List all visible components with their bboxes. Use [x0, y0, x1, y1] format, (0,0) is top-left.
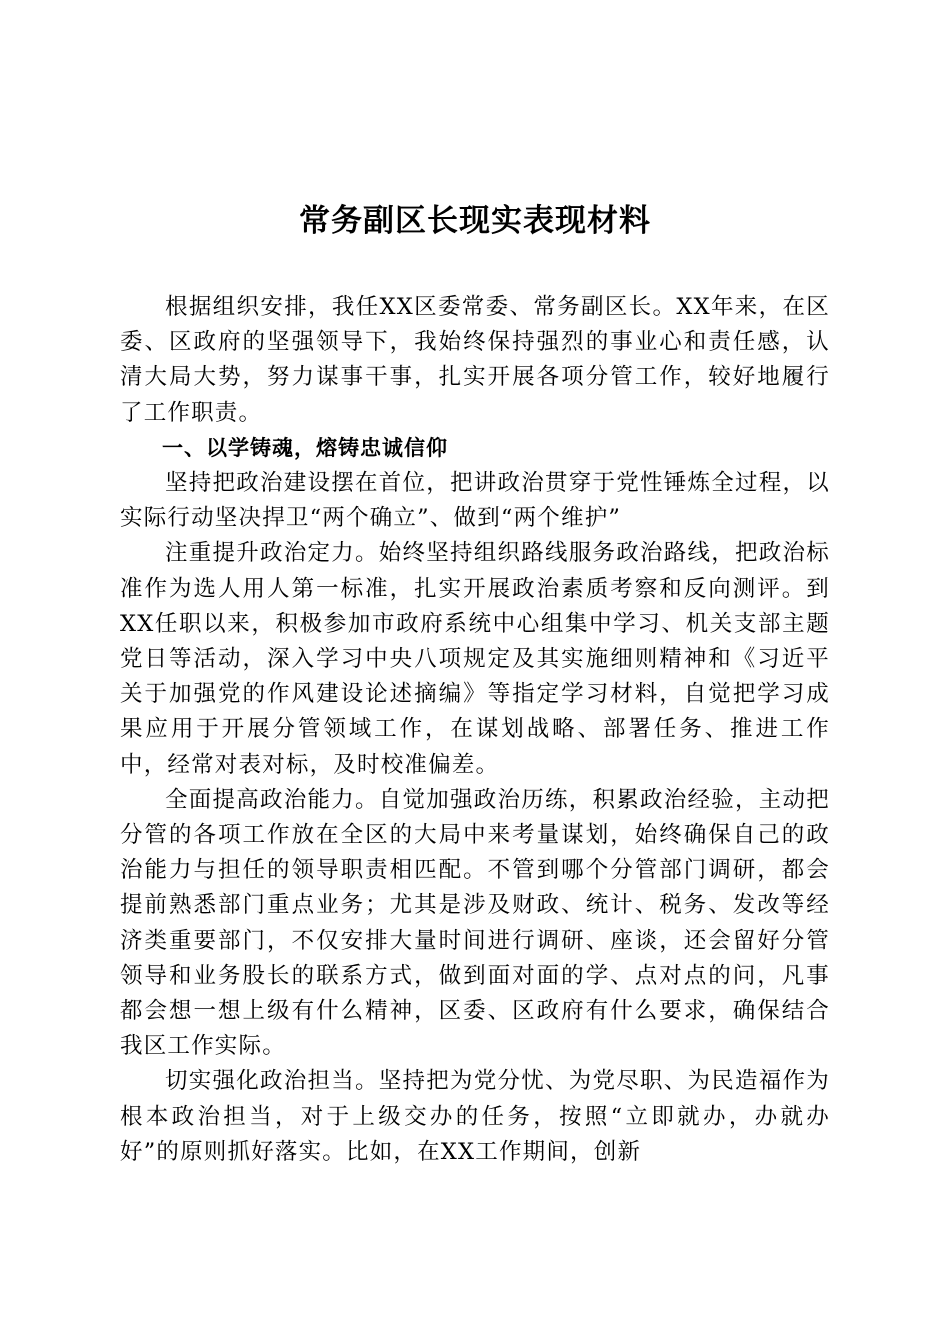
document-title: 常务副区长现实表现材料 [299, 203, 651, 239]
section-heading: 一、以学铸魂，熔铸忠诚信仰 [162, 435, 448, 460]
political-capability-paragraph: 全面提高政治能力。自觉加强政治历练，积累政治经验，主动把分管的各项工作放在全区的大局中来考量谋划，始终确保自己的政治能力与担任的领导职责相匹配。不管到哪个分管部门调研，都会提前熟悉部门重点业务；尤其是涉及财政、统计、税务、发改等经济类重要部门，不仅安排大量时间进行调研、座谈，还会留好分管领导和业务股长的联系方式，做到面对面的学、点对点的问，凡事都会想一想上级有什么精神，区委、区政府有什么要求，确保结合我区工作实际。 [120, 786, 830, 1060]
political-stability-paragraph: 注重提升政治定力。始终坚持组织路线服务政治路线，把政治标准作为选人用人第一标准，扎实开展政治素质考察和反向测评。到XX任职以来，积极参加市政府系统中心组集中学习、机关支部主题党日等活动，深入学习中央八项规定及其实施细则精神和《习近平关于加强党的作风建设论述摘编》等指定学习材料，自觉把学习成果应用于开展分管领域工作，在谋划战略、部署任务、推进工作中，经常对表对标，及时校准偏差。 [120, 540, 830, 778]
intro-paragraph: 根据组织安排，我任XX区委常委、常务副区长。XX年来，在区委、区政府的坚强领导下，我始终保持强烈的事业心和责任感，认清大局大势，努力谋事干事，扎实开展各项分管工作，较好地履行了工作职责。 [120, 294, 830, 426]
section-intro-paragraph: 坚持把政治建设摆在首位，把讲政治贯穿于党性锤炼全过程，以实际行动坚决捍卫“两个确立”、做到“两个维护” [120, 470, 830, 532]
political-responsibility-paragraph: 切实强化政治担当。坚持把为党分忧、为党尽职、为民造福作为根本政治担当，对于上级交办的任务，按照“立即就办，办就办好”的原则抓好落实。比如，在XX工作期间，创新 [120, 1068, 830, 1165]
document-body [120, 290, 830, 1170]
